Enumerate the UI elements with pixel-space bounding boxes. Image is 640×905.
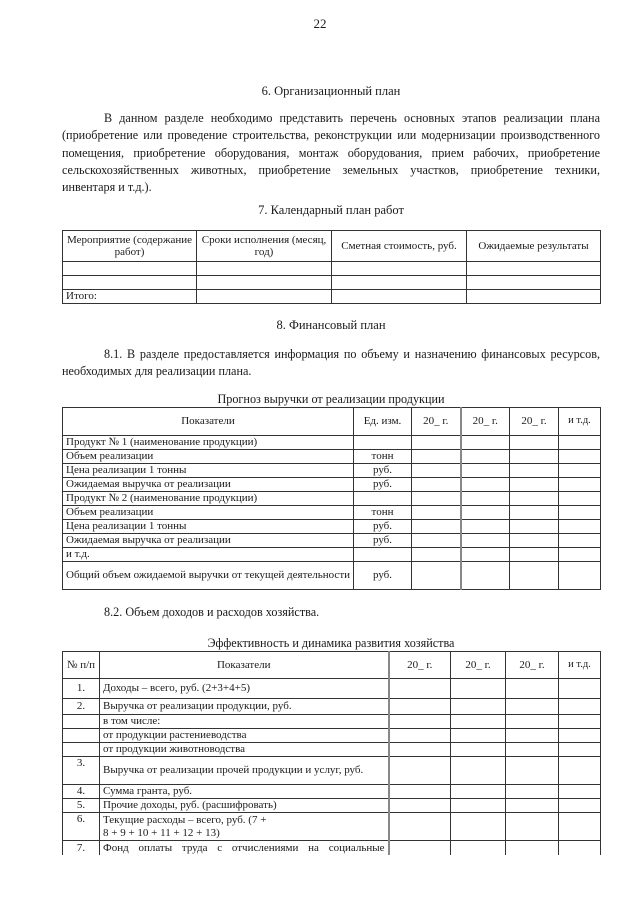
row-label: от продукции растениеводства <box>100 729 389 743</box>
calendar-plan-table <box>62 230 601 304</box>
cell[interactable] <box>506 743 559 757</box>
cell[interactable] <box>412 436 461 450</box>
cell[interactable] <box>412 520 461 534</box>
row-number: 5. <box>63 799 100 813</box>
cell[interactable] <box>559 679 601 699</box>
revenue-forecast-table <box>62 407 601 590</box>
cell[interactable] <box>389 785 451 799</box>
table-header-row <box>63 231 601 262</box>
row-label: Объем реализации <box>63 506 354 520</box>
cell[interactable] <box>461 464 510 478</box>
cell[interactable] <box>451 841 506 855</box>
cell[interactable] <box>559 813 601 841</box>
cell[interactable] <box>510 464 559 478</box>
row-label: Объем реализации <box>63 450 354 464</box>
header-cell: 20_ г. <box>461 408 510 436</box>
cell[interactable] <box>451 799 506 813</box>
header-cell: 20_ г. <box>506 652 559 679</box>
forecast-table-caption: Прогноз выручки от реализации продукции <box>217 392 445 406</box>
cell[interactable] <box>389 757 451 785</box>
row-unit: тонн <box>354 450 412 464</box>
cell[interactable] <box>510 492 559 506</box>
table-row <box>63 520 601 534</box>
row-unit <box>354 492 412 506</box>
cell[interactable] <box>451 729 506 743</box>
row-label: Общий объем ожидаемой выручки от текущей деятельности <box>63 562 354 590</box>
cell[interactable] <box>461 506 510 520</box>
cell[interactable] <box>467 276 601 290</box>
total-row <box>63 290 601 304</box>
row-label: Цена реализации 1 тонны <box>63 464 354 478</box>
table-row <box>63 799 601 813</box>
cell[interactable] <box>461 534 510 548</box>
cell[interactable] <box>332 276 467 290</box>
section-6-text <box>62 110 600 196</box>
cell[interactable] <box>510 436 559 450</box>
table-row <box>63 506 601 520</box>
cell[interactable] <box>506 813 559 841</box>
cell[interactable] <box>461 450 510 464</box>
cell[interactable] <box>510 506 559 520</box>
row-label: Выручка от реализации продукции, руб. <box>100 699 389 715</box>
section-8-1-text <box>62 346 600 381</box>
cell[interactable] <box>506 757 559 785</box>
header-cell: Сроки исполнения (месяц, год) <box>197 231 332 262</box>
cell[interactable] <box>559 534 601 548</box>
table-row <box>63 813 601 841</box>
cell[interactable] <box>389 743 451 757</box>
cell[interactable] <box>510 534 559 548</box>
table-row <box>63 715 601 729</box>
efficiency-table-caption: Эффективность и динамика развития хозяйства <box>207 636 455 650</box>
cell[interactable] <box>467 262 601 276</box>
row-number: 3. <box>63 757 100 785</box>
section-8-2-text <box>62 604 600 621</box>
cell[interactable] <box>559 464 601 478</box>
section-6-title: 6. Организационный план <box>261 84 401 98</box>
cell[interactable] <box>506 715 559 729</box>
cell[interactable] <box>412 478 461 492</box>
cell[interactable] <box>506 699 559 715</box>
cell[interactable] <box>389 729 451 743</box>
row-label: от продукции животноводства <box>100 743 389 757</box>
table-row <box>63 276 601 290</box>
cell[interactable] <box>412 562 461 590</box>
efficiency-table <box>62 651 601 855</box>
cell[interactable] <box>63 276 197 290</box>
row-unit: руб. <box>354 520 412 534</box>
table-header-row <box>63 652 601 679</box>
table-row <box>63 492 601 506</box>
table-row <box>63 757 601 785</box>
cell[interactable] <box>412 492 461 506</box>
header-cell: Показатели <box>63 408 354 436</box>
cell[interactable] <box>412 548 461 562</box>
header-cell: Ед. изм. <box>354 408 412 436</box>
cell[interactable] <box>510 548 559 562</box>
cell[interactable] <box>559 757 601 785</box>
cell[interactable] <box>461 436 510 450</box>
cell[interactable] <box>332 290 467 304</box>
cell[interactable] <box>559 785 601 799</box>
header-cell: Сметная стоимость, руб. <box>332 231 467 262</box>
cell[interactable] <box>461 562 510 590</box>
row-number: 6. <box>63 813 100 841</box>
header-cell: Мероприятие (содержание работ) <box>63 231 197 262</box>
cell[interactable] <box>412 464 461 478</box>
cell[interactable] <box>389 841 451 855</box>
row-label: Продукт № 2 (наименование продукции) <box>63 492 354 506</box>
cell[interactable] <box>389 699 451 715</box>
total-label: Итого: <box>63 290 197 304</box>
row-unit: руб. <box>354 562 412 590</box>
cell[interactable] <box>451 785 506 799</box>
row-unit: руб. <box>354 464 412 478</box>
table-row <box>63 534 601 548</box>
row-number <box>63 729 100 743</box>
cell[interactable] <box>510 562 559 590</box>
section-8-2-paragraph: 8.2. Объем доходов и расходов хозяйства. <box>104 605 320 619</box>
cell[interactable] <box>559 450 601 464</box>
cell[interactable] <box>559 841 601 855</box>
header-cell: и т.д. <box>559 652 601 679</box>
row-unit: тонн <box>354 506 412 520</box>
cell[interactable] <box>506 841 559 855</box>
header-cell: и т.д. <box>559 408 601 436</box>
cell[interactable] <box>467 290 601 304</box>
cell[interactable] <box>63 262 197 276</box>
table-row <box>63 699 601 715</box>
cell[interactable] <box>451 743 506 757</box>
table-row <box>63 436 601 450</box>
cell[interactable] <box>559 699 601 715</box>
cell[interactable] <box>451 679 506 699</box>
table-row <box>63 841 601 855</box>
row-label: Ожидаемая выручка от реализации <box>63 478 354 492</box>
cell[interactable] <box>412 450 461 464</box>
row-label: Сумма гранта, руб. <box>100 785 389 799</box>
cell[interactable] <box>451 757 506 785</box>
cell[interactable] <box>412 506 461 520</box>
cell[interactable] <box>389 715 451 729</box>
header-cell: 20_ г. <box>510 408 559 436</box>
cell[interactable] <box>197 290 332 304</box>
row-unit <box>354 436 412 450</box>
cell[interactable] <box>559 729 601 743</box>
row-number <box>63 715 100 729</box>
header-cell: 20_ г. <box>451 652 506 679</box>
table-row <box>63 785 601 799</box>
row-label: в том числе: <box>100 715 389 729</box>
cell[interactable] <box>412 534 461 548</box>
cell[interactable] <box>506 785 559 799</box>
table-row <box>63 743 601 757</box>
cell[interactable] <box>559 506 601 520</box>
row-label: и т.д. <box>63 548 354 562</box>
cell[interactable] <box>332 262 467 276</box>
section-7-title: 7. Календарный план работ <box>258 203 404 217</box>
section-8-title: 8. Финансовый план <box>276 318 386 332</box>
table-row <box>63 262 601 276</box>
row-label: Прочие доходы, руб. (расшифровать) <box>100 799 389 813</box>
header-cell: 20_ г. <box>389 652 451 679</box>
header-cell: Показатели <box>100 652 389 679</box>
row-label: Цена реализации 1 тонны <box>63 520 354 534</box>
cell[interactable] <box>389 679 451 699</box>
table-row <box>63 729 601 743</box>
table-row <box>63 450 601 464</box>
row-label: Ожидаемая выручка от реализации <box>63 534 354 548</box>
cell[interactable] <box>510 478 559 492</box>
cell[interactable] <box>451 813 506 841</box>
section-8-1-paragraph: 8.1. В разделе предоставляется информация по объему и назначению финансовых ресурсов, необходимых для реализации плана. <box>62 347 600 379</box>
cell[interactable] <box>461 478 510 492</box>
cell[interactable] <box>389 799 451 813</box>
table-header-row <box>63 408 601 436</box>
cell[interactable] <box>451 715 506 729</box>
cell[interactable] <box>461 520 510 534</box>
cell[interactable] <box>197 262 332 276</box>
cell[interactable] <box>451 699 506 715</box>
cell[interactable] <box>506 729 559 743</box>
header-cell: № п/п <box>63 652 100 679</box>
table-row <box>63 478 601 492</box>
row-number: 4. <box>63 785 100 799</box>
cell[interactable] <box>559 492 601 506</box>
cell[interactable] <box>559 436 601 450</box>
cell[interactable] <box>559 478 601 492</box>
section-6-paragraph: В данном разделе необходимо представить перечень основных этапов реализации плана (приобретение или проведение строительства, реконструкции или модернизации производственного помещения, приобретение оборудования, монтаж оборудования, прием рабочих, приобретение сельскохозяйственных животных, приобретение земельных участков, приобретение техники, инвентаря и т.д.). <box>62 111 600 195</box>
header-cell: Ожидаемые результаты <box>467 231 601 262</box>
cell[interactable] <box>506 679 559 699</box>
page-number: 22 <box>313 16 327 31</box>
cell[interactable] <box>461 492 510 506</box>
row-label: Выручка от реализации прочей продукции и услуг, руб. <box>100 757 389 785</box>
cell[interactable] <box>461 548 510 562</box>
row-unit <box>354 548 412 562</box>
cell[interactable] <box>559 520 601 534</box>
header-cell: 20_ г. <box>412 408 461 436</box>
row-label: Текущие расходы – всего, руб. (7 + 8 + 9 + 10 + 11 + 12 + 13) <box>100 813 389 841</box>
row-number: 7. <box>63 841 100 855</box>
row-label: Доходы – всего, руб. (2+3+4+5) <box>100 679 389 699</box>
cell[interactable] <box>559 799 601 813</box>
cell[interactable] <box>559 548 601 562</box>
cell[interactable] <box>510 520 559 534</box>
cell[interactable] <box>559 743 601 757</box>
row-unit: руб. <box>354 478 412 492</box>
row-label: Продукт № 1 (наименование продукции) <box>63 436 354 450</box>
cell[interactable] <box>559 715 601 729</box>
cell[interactable] <box>506 799 559 813</box>
row-unit: руб. <box>354 534 412 548</box>
table-row <box>63 562 601 590</box>
row-label: Фонд оплаты труда с отчислениями на социальные <box>100 841 389 855</box>
table-row <box>63 464 601 478</box>
row-number <box>63 743 100 757</box>
row-number: 1. <box>63 679 100 699</box>
table-row <box>63 679 601 699</box>
cell[interactable] <box>197 276 332 290</box>
table-row <box>63 548 601 562</box>
cell[interactable] <box>559 562 601 590</box>
cell[interactable] <box>510 450 559 464</box>
cell[interactable] <box>389 813 451 841</box>
row-number: 2. <box>63 699 100 715</box>
